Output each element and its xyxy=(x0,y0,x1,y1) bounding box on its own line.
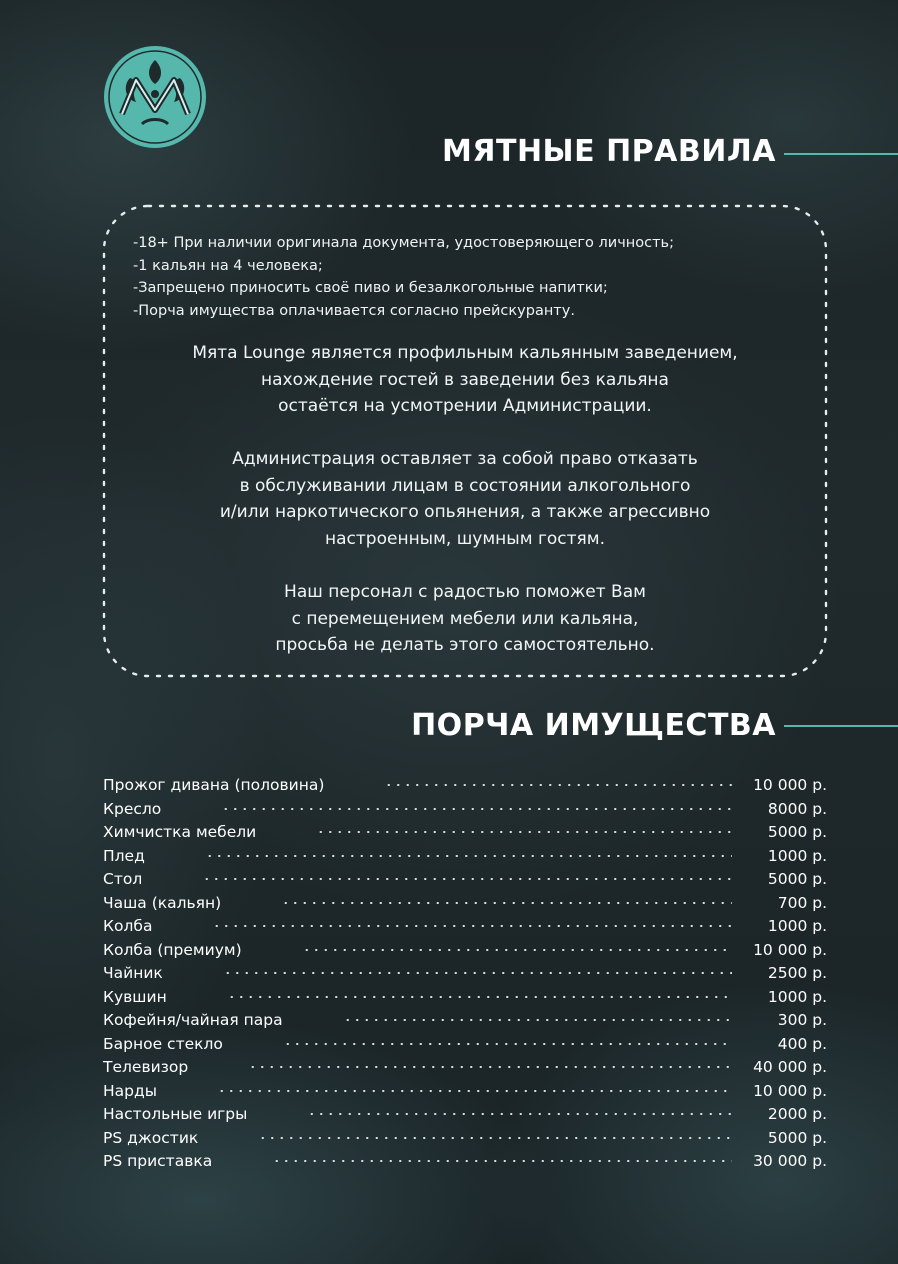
price-item-name: Телевизор xyxy=(103,1058,189,1076)
price-item-value: 1000 р. xyxy=(767,987,827,1006)
dot-leader xyxy=(283,1043,732,1045)
mint-monogram-logo-icon xyxy=(102,44,208,150)
price-item-name: Стол xyxy=(103,870,143,888)
rules-list xyxy=(133,232,674,322)
price-item-name: Нарды xyxy=(103,1081,157,1100)
price-item-value: 8000 р. xyxy=(767,799,827,818)
price-row xyxy=(103,821,827,845)
price-row xyxy=(103,1080,827,1104)
rules-title: МЯТНЫЕ ПРАВИЛА xyxy=(442,134,776,169)
price-item-name: Кресло xyxy=(103,799,162,818)
price-item-value: 10 000 р. xyxy=(753,776,827,794)
price-item-value: 5000 р. xyxy=(767,870,827,888)
paragraph-line: и/или наркотического опьянения, а также агрессивно xyxy=(219,502,711,522)
dot-leader xyxy=(384,784,732,786)
price-row xyxy=(103,1009,827,1033)
price-row xyxy=(103,915,827,939)
paragraph-line: просьба не делать этого самостоятельно. xyxy=(275,635,655,655)
price-row xyxy=(103,868,827,892)
dot-leader xyxy=(316,831,732,833)
dot-leader xyxy=(258,1137,732,1139)
price-item-name: Чаша (кальян) xyxy=(103,893,222,912)
rules-title-line xyxy=(784,153,898,155)
price-row xyxy=(103,962,827,986)
rule-item: -18+ При наличии оригинала документа, удостоверяющего личность; xyxy=(133,235,674,251)
price-item-value: 40 000 р. xyxy=(753,1058,827,1076)
price-item-value: 2500 р. xyxy=(767,964,827,982)
paragraph-line: Наш персонал с радостью поможет Вам xyxy=(284,582,646,602)
price-item-name: PS джостик xyxy=(103,1128,199,1147)
rule-item: -Порча имущества оплачивается согласно прейскуранту. xyxy=(133,302,575,319)
price-row xyxy=(103,939,827,963)
dot-leader xyxy=(221,808,732,810)
price-item-name: Колба (премиум) xyxy=(103,940,242,959)
dot-leader xyxy=(307,1113,732,1115)
price-row xyxy=(103,1056,827,1080)
rule-item: -Запрещено приносить своё пиво и безалкогольные напитки; xyxy=(133,280,608,297)
price-item-value: 5000 р. xyxy=(767,1128,827,1147)
paragraph-line: Мята Lounge является профильным кальянным заведением, xyxy=(192,343,738,363)
dot-leader xyxy=(205,855,732,857)
price-item-name: Кувшин xyxy=(103,987,167,1006)
price-item-value: 400 р. xyxy=(777,1034,827,1053)
dot-leader xyxy=(281,902,732,904)
paragraph-line: остаётся на усмотрении Администрации. xyxy=(278,396,652,416)
dot-leader xyxy=(202,878,732,880)
damage-price-list xyxy=(103,774,827,1174)
price-row xyxy=(103,774,827,798)
price-item-name: Химчистка мебели xyxy=(103,823,257,841)
damage-title: ПОРЧА ИМУЩЕСТВА xyxy=(411,708,776,743)
damage-title-line xyxy=(784,725,898,727)
price-item-name: Прожог дивана (половина) xyxy=(103,776,325,794)
lounge-policy-paragraph xyxy=(100,340,830,420)
price-item-name: Барное стекло xyxy=(103,1034,223,1053)
price-item-value: 30 000 р. xyxy=(753,1152,827,1170)
price-item-value: 2000 р. xyxy=(767,1105,827,1123)
price-row xyxy=(103,1103,827,1127)
dot-leader xyxy=(227,996,732,998)
paragraph-line: настроенным, шумным гостям. xyxy=(325,528,605,549)
paragraph-line: Администрация оставляет за собой право отказать xyxy=(232,449,698,469)
price-item-name: Кофейня/чайная пара xyxy=(103,1011,283,1029)
price-item-value: 700 р. xyxy=(777,893,827,912)
price-row xyxy=(103,892,827,916)
price-row xyxy=(103,798,827,822)
brand-logo xyxy=(102,44,208,150)
dot-leader xyxy=(343,1019,732,1021)
price-row xyxy=(103,986,827,1010)
dot-leader xyxy=(223,972,732,974)
price-row xyxy=(103,845,827,869)
price-row xyxy=(103,1033,827,1057)
price-item-value: 10 000 р. xyxy=(753,940,827,959)
price-item-value: 1000 р. xyxy=(767,846,827,865)
price-item-name: PS приставка xyxy=(103,1152,213,1170)
price-item-name: Чайник xyxy=(103,964,163,982)
price-row xyxy=(103,1127,827,1151)
price-item-value: 10 000 р. xyxy=(753,1081,827,1100)
dot-leader xyxy=(272,1160,732,1162)
price-item-value: 5000 р. xyxy=(767,823,827,841)
rule-item: -1 кальян на 4 человека; xyxy=(133,257,323,274)
price-item-name: Плед xyxy=(103,846,145,865)
price-item-value: 300 р. xyxy=(777,1011,827,1029)
price-item-name: Колба xyxy=(103,917,153,935)
price-item-value: 1000 р. xyxy=(767,917,827,935)
dot-leader xyxy=(302,949,732,951)
price-item-name: Настольные игры xyxy=(103,1105,248,1123)
paragraph-line: нахождение гостей в заведении без кальяна xyxy=(261,369,669,390)
refusal-policy-paragraph xyxy=(100,446,830,552)
staff-help-paragraph xyxy=(100,579,830,659)
dot-leader xyxy=(212,925,732,927)
price-row xyxy=(103,1150,827,1174)
paragraph-line: в обслуживании лицам в состоянии алкогольного xyxy=(239,475,691,496)
paragraph-line: с перемещением мебели или кальяна, xyxy=(291,608,639,629)
dot-leader xyxy=(248,1066,732,1068)
dot-leader xyxy=(217,1090,732,1092)
